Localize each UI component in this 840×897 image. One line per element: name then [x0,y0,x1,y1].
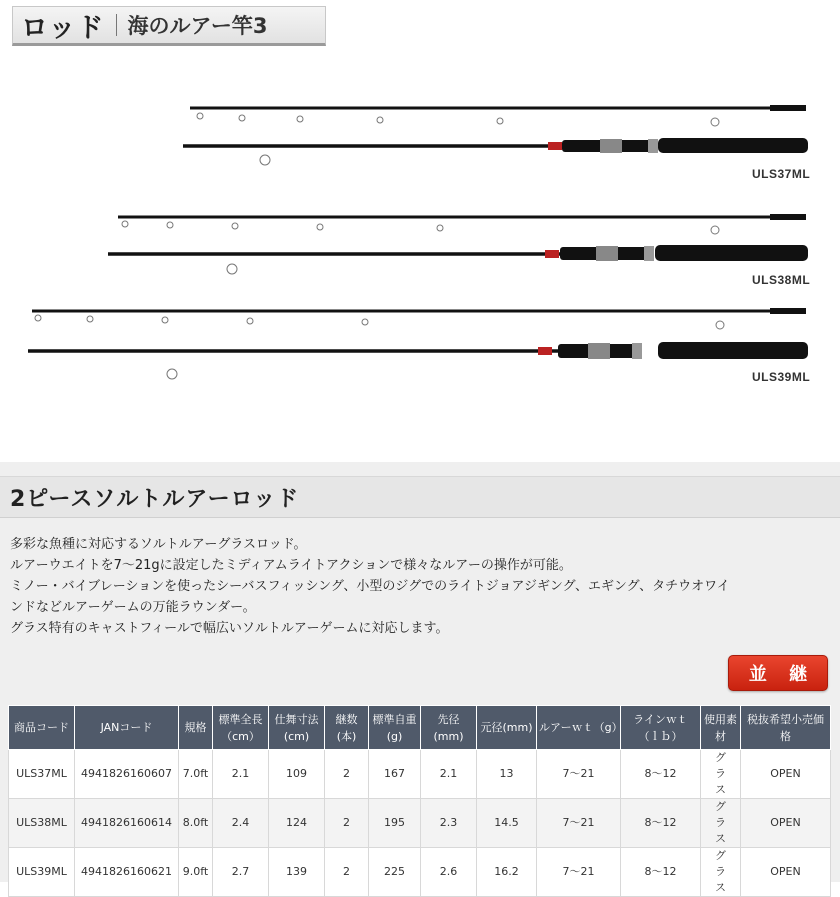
table-cell: 7.0ft [179,750,213,799]
rod-uls38ml-image [108,214,808,274]
rod-model-label: ULS38ML [752,273,811,287]
column-header: 税抜希望小売価格 [741,706,831,750]
table-cell: 109 [269,750,325,799]
table-cell: 16.2 [477,848,537,897]
rod-model-label: ULS37ML [752,167,811,181]
product-description [10,534,835,639]
column-header: JANコード [75,706,179,750]
column-header: 商品コード [9,706,75,750]
table-cell: 13 [477,750,537,799]
description-line: グラス特有のキャストフィールで幅広いソルトルアーゲームに対応します。 [10,621,449,636]
table-cell: 7～21 [537,799,621,848]
table-row [9,750,831,799]
table-cell: ULS39ML [9,848,75,897]
table-cell: 167 [369,750,421,799]
rod-model-label: ULS39ML [752,370,811,384]
table-cell: 2.4 [213,799,269,848]
table-cell: OPEN [741,848,831,897]
table-cell: 14.5 [477,799,537,848]
column-header: 元径(mm) [477,706,537,750]
column-header: ルアーｗｔ（g） [537,706,621,750]
table-cell: 2.6 [421,848,477,897]
table-cell: 2.3 [421,799,477,848]
rod-uls37ml-image [183,105,808,165]
table-cell: 7～21 [537,750,621,799]
product-title: 2ピースソルトルアーロッド [10,486,300,512]
table-header-row [9,706,831,750]
description-line: ルアーウエイトを7～21gに設定したミディアムライトアクションで様々なルアーの操作が可能。 [10,558,572,573]
column-header: 標準全長（cm） [213,706,269,750]
rod-images [0,90,840,410]
table-cell: 195 [369,799,421,848]
table-cell: 225 [369,848,421,897]
table-cell: 8～12 [621,848,701,897]
table-cell: 8～12 [621,799,701,848]
category-title: ロッド [21,12,105,44]
table-cell: ULS38ML [9,799,75,848]
table-row [9,848,831,897]
table-cell: 2 [325,799,369,848]
table-cell: 8～12 [621,750,701,799]
product-title-bar [0,476,840,518]
table-cell: 4941826160607 [75,750,179,799]
category-subtitle: 海のルアー竿3 [127,14,268,38]
table-cell: ULS37ML [9,750,75,799]
table-cell: 2.1 [421,750,477,799]
table-cell: 8.0ft [179,799,213,848]
table-cell: 139 [269,848,325,897]
column-header: 標準自重(g) [369,706,421,750]
header-divider [116,14,117,36]
table-cell: グラス [701,848,741,897]
column-header: 継数(本) [325,706,369,750]
joint-type-badge: 並 継 [728,655,828,691]
table-cell: 4941826160614 [75,799,179,848]
column-header: 先径(mm) [421,706,477,750]
rod-illustration [0,90,840,410]
description-line: ンドなどルアーゲームの万能ラウンダー。 [10,600,256,615]
column-header: ラインｗｔ（ｌｂ） [621,706,701,750]
table-cell: 2.7 [213,848,269,897]
table-row [9,799,831,848]
spec-table [8,705,831,897]
column-header: 規格 [179,706,213,750]
rod-uls39ml-image [28,308,808,379]
table-cell: 2 [325,750,369,799]
table-cell: 9.0ft [179,848,213,897]
description-line: ミノー・バイブレーションを使ったシーバスフィッシング、小型のジグでのライトジョアジギング、エギング、タチウオワイ [10,579,730,594]
table-cell: 124 [269,799,325,848]
table-cell: 7～21 [537,848,621,897]
spec-panel [0,462,840,894]
table-cell: グラス [701,750,741,799]
description-line: 多彩な魚種に対応するソルトルアーグラスロッド。 [10,537,307,552]
table-cell: OPEN [741,799,831,848]
table-cell: 4941826160621 [75,848,179,897]
table-cell: グラス [701,799,741,848]
table-cell: OPEN [741,750,831,799]
table-cell: 2.1 [213,750,269,799]
column-header: 使用素材 [701,706,741,750]
table-cell: 2 [325,848,369,897]
page-header-tab [12,6,326,46]
column-header: 仕舞寸法(cm) [269,706,325,750]
